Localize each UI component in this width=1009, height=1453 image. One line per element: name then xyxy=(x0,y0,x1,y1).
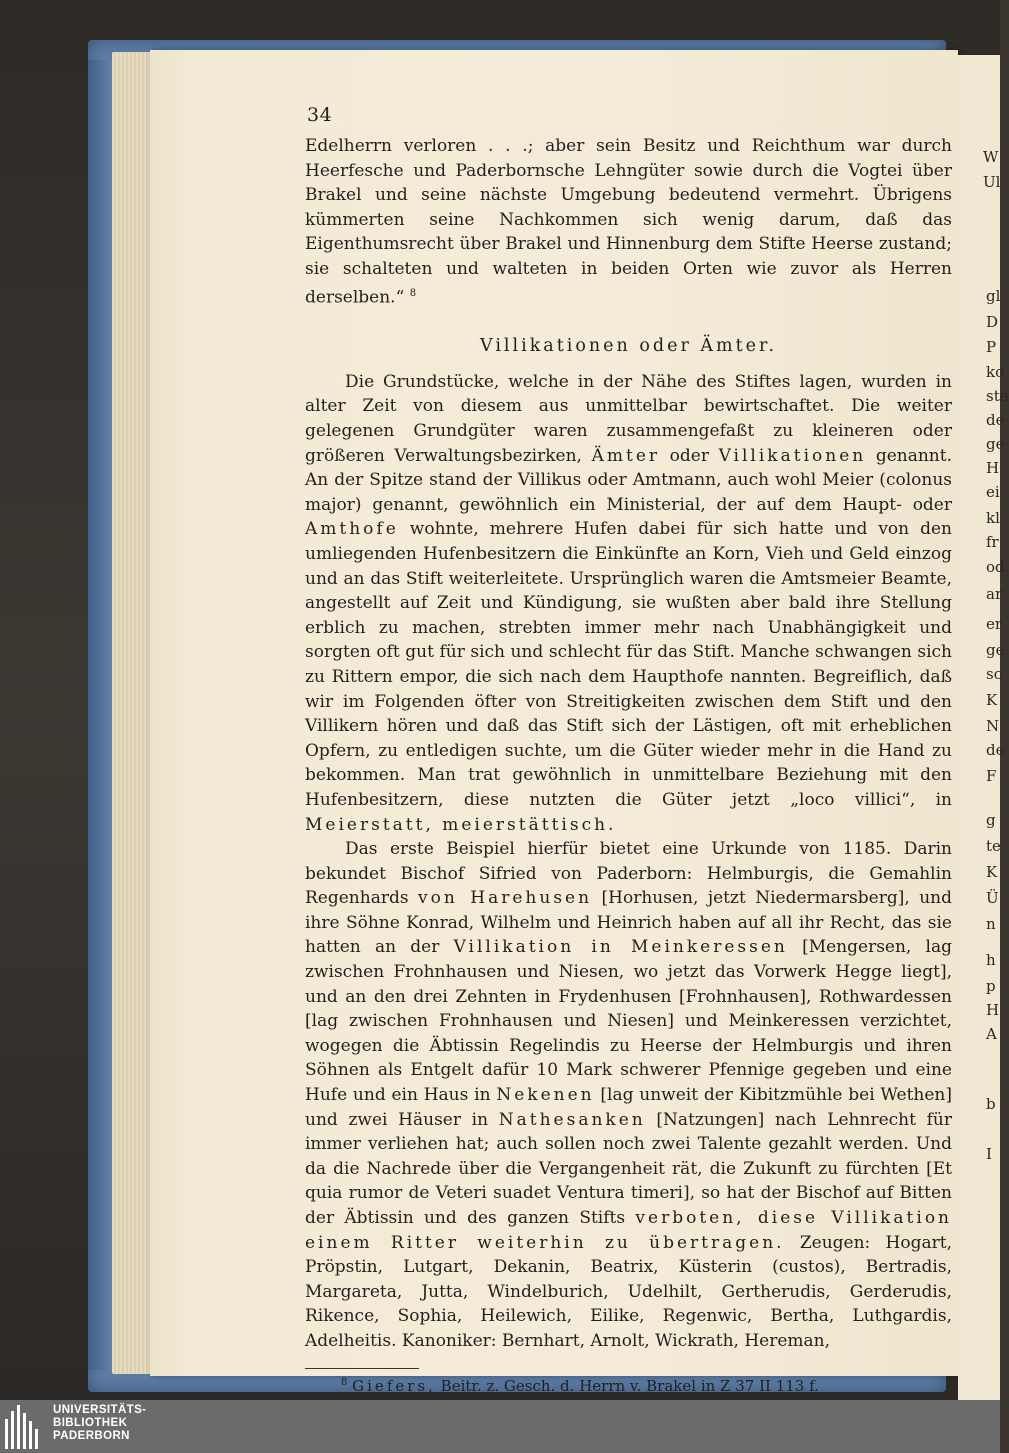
next-page-fragment: b xyxy=(986,1095,996,1113)
next-page-fragment: A xyxy=(986,1025,997,1043)
paragraph-text: Das erste Beispiel hierfür bietet eine Urkunde von 1185. Darin bekundet Bischof Sifried von Paderborn: Helmburgis, die Gemahlin Regenhards xyxy=(305,839,952,909)
next-page-fragment: H xyxy=(986,1001,1000,1019)
page-content xyxy=(305,104,952,1395)
next-page-fragment: ei xyxy=(986,483,1000,501)
next-page-fragment: I xyxy=(986,1145,992,1163)
spaced-term: Villikation in Meinkeressen xyxy=(453,937,788,958)
paragraph-text: [lag unweit der Kibitzmühle bei Wethen] und zwei Häuser in xyxy=(305,1085,953,1130)
paragraph-text: [Mengersen, lag zwischen Frohnhausen und Niesen, wo jetzt das Vorwerk Hegge liegt], und an den drei Zehnten in Frydenhusen [Frohnhausen], Rothwardessen [lag zwischen Frohnhausen und Niesen] und Meinkeressen verzichtet, wogegen die Äbtissin Regelindis zu Heerse der Helmburgis und ihren Söhnen als Entgelt dafür 10 Mark schwerer Pfennige gegeben und eine Hufe und ein Haus in xyxy=(305,937,953,1106)
next-page-edge xyxy=(958,55,1009,1400)
footnote-author: Giefers, xyxy=(352,1376,436,1395)
paragraph-text: oder xyxy=(669,445,709,466)
next-page-fragment: n xyxy=(986,915,996,933)
next-page-fragment: fr xyxy=(986,533,999,551)
paragraph-text: [Horhusen, jetzt Niedermarsberg], und ihre Söhne Konrad, Wilhelm und Heinrich haben auf all ihr Recht, das sie hatten an der xyxy=(305,888,952,958)
next-page-fragment: H xyxy=(986,459,1000,477)
next-page-fragment: ge xyxy=(986,435,1005,453)
footnote-text: Beitr. z. Gesch. d. Herrn v. Brakel in Z 37 II 113 f. xyxy=(440,1376,819,1395)
spaced-term: Villikationen xyxy=(718,445,867,466)
next-page-fragment: de xyxy=(986,411,1005,429)
library-footer xyxy=(0,1400,1000,1453)
next-page-fragment: gl xyxy=(986,287,1001,305)
spaced-term: Ämter xyxy=(591,445,661,466)
spaced-term: Meierstatt, meierstättisch. xyxy=(305,814,617,835)
footnote-reference: 8 xyxy=(409,287,417,299)
next-page-fragment: Ul xyxy=(983,173,1001,191)
next-page-fragment: sc xyxy=(986,665,1003,683)
next-page-fragment: Ü xyxy=(986,889,999,907)
next-page-fragment: te xyxy=(986,837,1001,855)
next-page-fragment: kl xyxy=(986,509,1000,527)
next-page-fragment: ste xyxy=(986,387,1009,405)
page-number: 34 xyxy=(307,104,333,126)
next-page-fragment: od xyxy=(986,558,1005,576)
paragraph-text: [Natzungen] nach Lehnrecht für immer verliehen hat; auch sollen noch zwei Talente gezahlt werden. Und da die Nachrede über die Vergangenheit rät, die Zukunft zu fürchten [Et quia rumor de Veteri suadet Ventura timeri], so hat der Bischof auf Bitten der Äbtissin und des ganzen Stifts xyxy=(305,1109,952,1228)
spaced-term: von Harehusen xyxy=(418,888,593,909)
footnote-mark: 8 xyxy=(341,1376,348,1388)
library-name-line: UNIVERSITÄTS- xyxy=(53,1404,147,1416)
paragraph-text: Die Grundstücke, welche in der Nähe des Stiftes lagen, wurden in alter Zeit von diesem aus unmittelbar bewirtschaftet. Die weiter gelegenen Grundgüter waren zusammengefaßt zu kleineren oder größeren Verwaltungsbezirken, xyxy=(305,371,952,466)
next-page-fragment: D xyxy=(986,313,999,331)
paragraph-text: Zeugen: Hogart, Pröpstin, Lutgart, Dekanin, Beatrix, Küsterin (custos), Bertradis, Margareta, Jutta, Windelburich, Udelhilt, Gertherudis, Gerderudis, Rikence, Sophia, Heilewich, Eilike, Regenwic, Bertha, Luthgardis, Adelheitis. Kanoniker: Bernhart, Arnolt, Wickrath, Hereman, xyxy=(305,1232,952,1351)
next-page-fragment: h xyxy=(986,951,996,969)
footnote xyxy=(305,1377,952,1395)
spaced-term: verboten, diese Villikation einem Ritter weiterhin zu übertragen. xyxy=(305,1208,952,1253)
paragraph-text: wohnte, mehrere Hufen dabei für sich hatte und von den umliegenden Hufenbesitzern die Einkünfte an Korn, Vieh und Geld einzog und an das Stift weiterleitete. Ursprünglich waren die Amtsmeier Beamte, angestellt auf Zeit und Kündigung, sie wußten aber bald ihre Stellung erblich zu machen, strebten immer mehr nach Unabhängigkeit und sorgten oft gut für sich und schlecht für das Stift. Manche schwangen sich zu Rittern empor, die sich nach dem Haupthofe nannten. Begreiflich, daß wir im Folgenden öfter von Streitigkeiten zwischen dem Stift und den Villikern hören und daß das Stift sich der Lästigen, oft mit erheblichen Opfern, zu entledigen suchte, um die Güter wieder mehr in die Hand zu bekommen. Man trat gewöhnlich in unmittelbare Beziehung mit den Hufenbesitzern, diese nutzten die Güter jetzt „loco villici“, in xyxy=(305,519,953,810)
spaced-term: Nathesanken xyxy=(498,1109,646,1130)
footnote-divider xyxy=(305,1368,419,1369)
next-page-fragment: g xyxy=(986,811,996,829)
paragraph-text: genannt. An der Spitze stand der Villikus oder Amtmann, auch wohl Meier (colonus major) genannt, gewöhnlich ein Ministerial, der auf dem Haupt- oder xyxy=(305,445,952,515)
section-heading: Villikationen oder Ämter. xyxy=(479,335,778,356)
next-page-fragment: K xyxy=(986,863,998,881)
next-page-fragment: K xyxy=(986,691,998,709)
paragraph-text: Edelherrn verloren . . .; aber sein Besitz und Reichthum war durch Heerfesche und Paderbornsche Lehngüter sowie durch die Vogtei über Brakel und seine nächste Umgebung bedeutend vermehrt. Übrigens kümmerten seine Nachkommen sich wenig darum, daß das Eigenthumsrecht über Brakel und Hinnenburg dem Stifte Heerse zustand; sie schalteten und walteten in beiden Orten wie zuvor als Herren derselben.“ xyxy=(305,136,952,308)
library-name-line: BIBLIOTHEK xyxy=(53,1417,128,1429)
paragraph-villikationen xyxy=(305,370,952,837)
library-logo-icon xyxy=(5,1405,45,1449)
next-page-fragment: F xyxy=(986,767,997,785)
paragraph-quote-end xyxy=(305,134,952,310)
next-page-fragment: W xyxy=(983,148,999,166)
next-page-fragment: p xyxy=(986,977,996,995)
next-page-fragment: ko xyxy=(986,363,1005,381)
library-name xyxy=(53,1404,146,1443)
library-name-line: PADERBORN xyxy=(53,1430,130,1442)
next-page-fragment: P xyxy=(986,338,997,356)
spaced-term: Nekenen xyxy=(496,1085,595,1106)
paragraph-urkunde-1185 xyxy=(305,837,952,1353)
next-page-fragment: de xyxy=(986,741,1005,759)
spaced-term: Amthofe xyxy=(305,519,399,540)
next-page-fragment: er xyxy=(986,615,1003,633)
next-page-fragment: ge xyxy=(986,641,1005,659)
next-page-fragment: N xyxy=(986,717,1000,735)
next-page-fragment: ar xyxy=(986,585,1003,603)
